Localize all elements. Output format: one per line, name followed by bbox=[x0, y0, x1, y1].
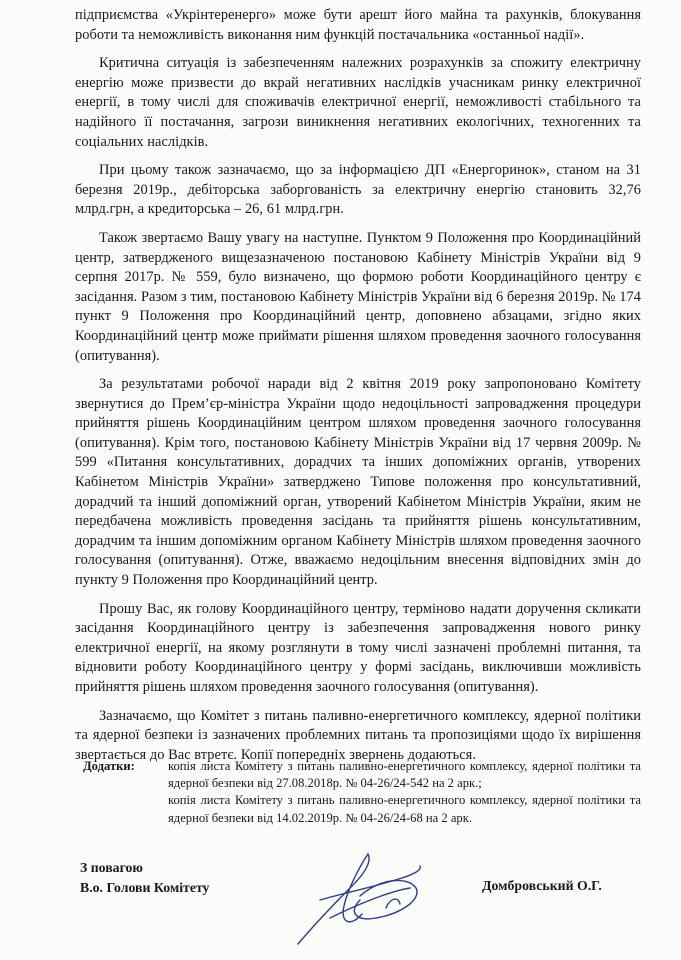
paragraph-1: підприємства «Укрінтеренерго» може бути арешт його майна та рахунків, блокування роботи та неможливість виконання ним функцій постачальника «останньої надії». bbox=[75, 7, 641, 43]
paragraph-2: Критична ситуація із забезпеченням належних розрахунків за спожиту електричну енергію може призвести до вкрай негативних наслідків учасникам ринку електричної енергії, в тому числі для споживачів електричної енергії, неможливості стабільного та надійного її постачання, загрози виникнення негативних екологічних, техногенних та соціальних наслідків. bbox=[75, 55, 641, 150]
paragraph-7: Зазначаємо, що Комітет з питань паливно-енергетичного комплексу, ядерної політики та ядерної безпеки із зазначених проблемних питань та пропозиціями щодо їх вирішення звертається до Вас втретє. Копії попередніх звернень додаються. bbox=[75, 707, 641, 763]
closing-block bbox=[80, 858, 209, 898]
closing-salutation: З повагою bbox=[80, 860, 143, 875]
attachments-row bbox=[75, 758, 641, 827]
paragraph-6: Прошу Вас, як голову Координаційного центру, терміново надати доручення скликати засідання Координаційного центру із забезпечення запровадження нового ринку електричної енергії, на якому розглянути в тому числі зазначені проблемні питання, та відновити роботу Координаційного центру у формі засідань, виключивши можливість прийняття рішень шляхом проведення заочного голосування (опитування). bbox=[75, 600, 641, 695]
attachments-section bbox=[75, 758, 641, 827]
paragraph-4: Також звертаємо Вашу увагу на наступне. Пунктом 9 Положення про Координаційний центр, затвердженого вищезазначеною постановою Кабінету Міністрів України від 9 серпня 2017р. № 559, було визначено, що формою роботи Координаційного центру є засідання. Разом з тим, постановою Кабінету Міністрів України від 6 березня 2019р. № 174 пункт 9 Положення про Координаційний центр, доповнено абзацами, згідно яких Координаційний центр може приймати рішення шляхом проведення заочного голосування (опитування). bbox=[75, 229, 641, 364]
closing-position: В.о. Голови Комітету bbox=[80, 880, 210, 895]
letter-body bbox=[75, 6, 641, 774]
attachment-item-2: копія листа Комітету з питань паливно-енергетичного комплексу, ядерної політики та ядерної безпеки від 14.02.2019р. № 04-26/24-68 на 2 арк. bbox=[168, 793, 641, 825]
paragraph-5: За результатами робочої наради від 2 квітня 2019 року запропоновано Комітету звернутися до Прем’єр-міністра України щодо недоцільності запровадження процедури прийняття рішень Координаційним центром шляхом проведення заочного голосування (опитування). Крім того, постановою Кабінету Міністрів України від 17 червня 2009р. № 599 «Питання консультативних, дорадчих та інших допоміжних органів, утворених Кабінетом Міністрів України» затверджено Типове положення про консультативний, дорадчий та інший допоміжний орган, утворений Кабінетом Міністрів України, яким не передбачена можливість проведення засідань та прийняття рішень консультативним, дорадчим та іншим допоміжним органом Кабінету Міністрів шляхом проведення заочного голосування (опитування). Отже, вважаємо недоцільним внесення відповідних змін до пункту 9 Положення про Координаційний центр. bbox=[75, 376, 641, 589]
attachments-label: Додатки: bbox=[83, 759, 135, 773]
handwritten-signature-icon bbox=[290, 848, 430, 948]
paragraph-3: При цьому також зазначаємо, що за інформацією ДП «Енергоринок», станом на 31 березня 2019р., дебіторська заборгованість за електричну енергію становить 32,76 млрд.грн, а кредиторська – 26, 61 млрд.грн. bbox=[75, 162, 641, 218]
attachment-item-1: копія листа Комітету з питань паливно-енергетичного комплексу, ядерної політики та ядерної безпеки від 27.08.2018р. № 04-26/24-542 на 2 арк.; bbox=[168, 759, 641, 791]
signer-name: Домбровський О.Г. bbox=[482, 878, 602, 893]
attachments-list bbox=[168, 758, 641, 827]
